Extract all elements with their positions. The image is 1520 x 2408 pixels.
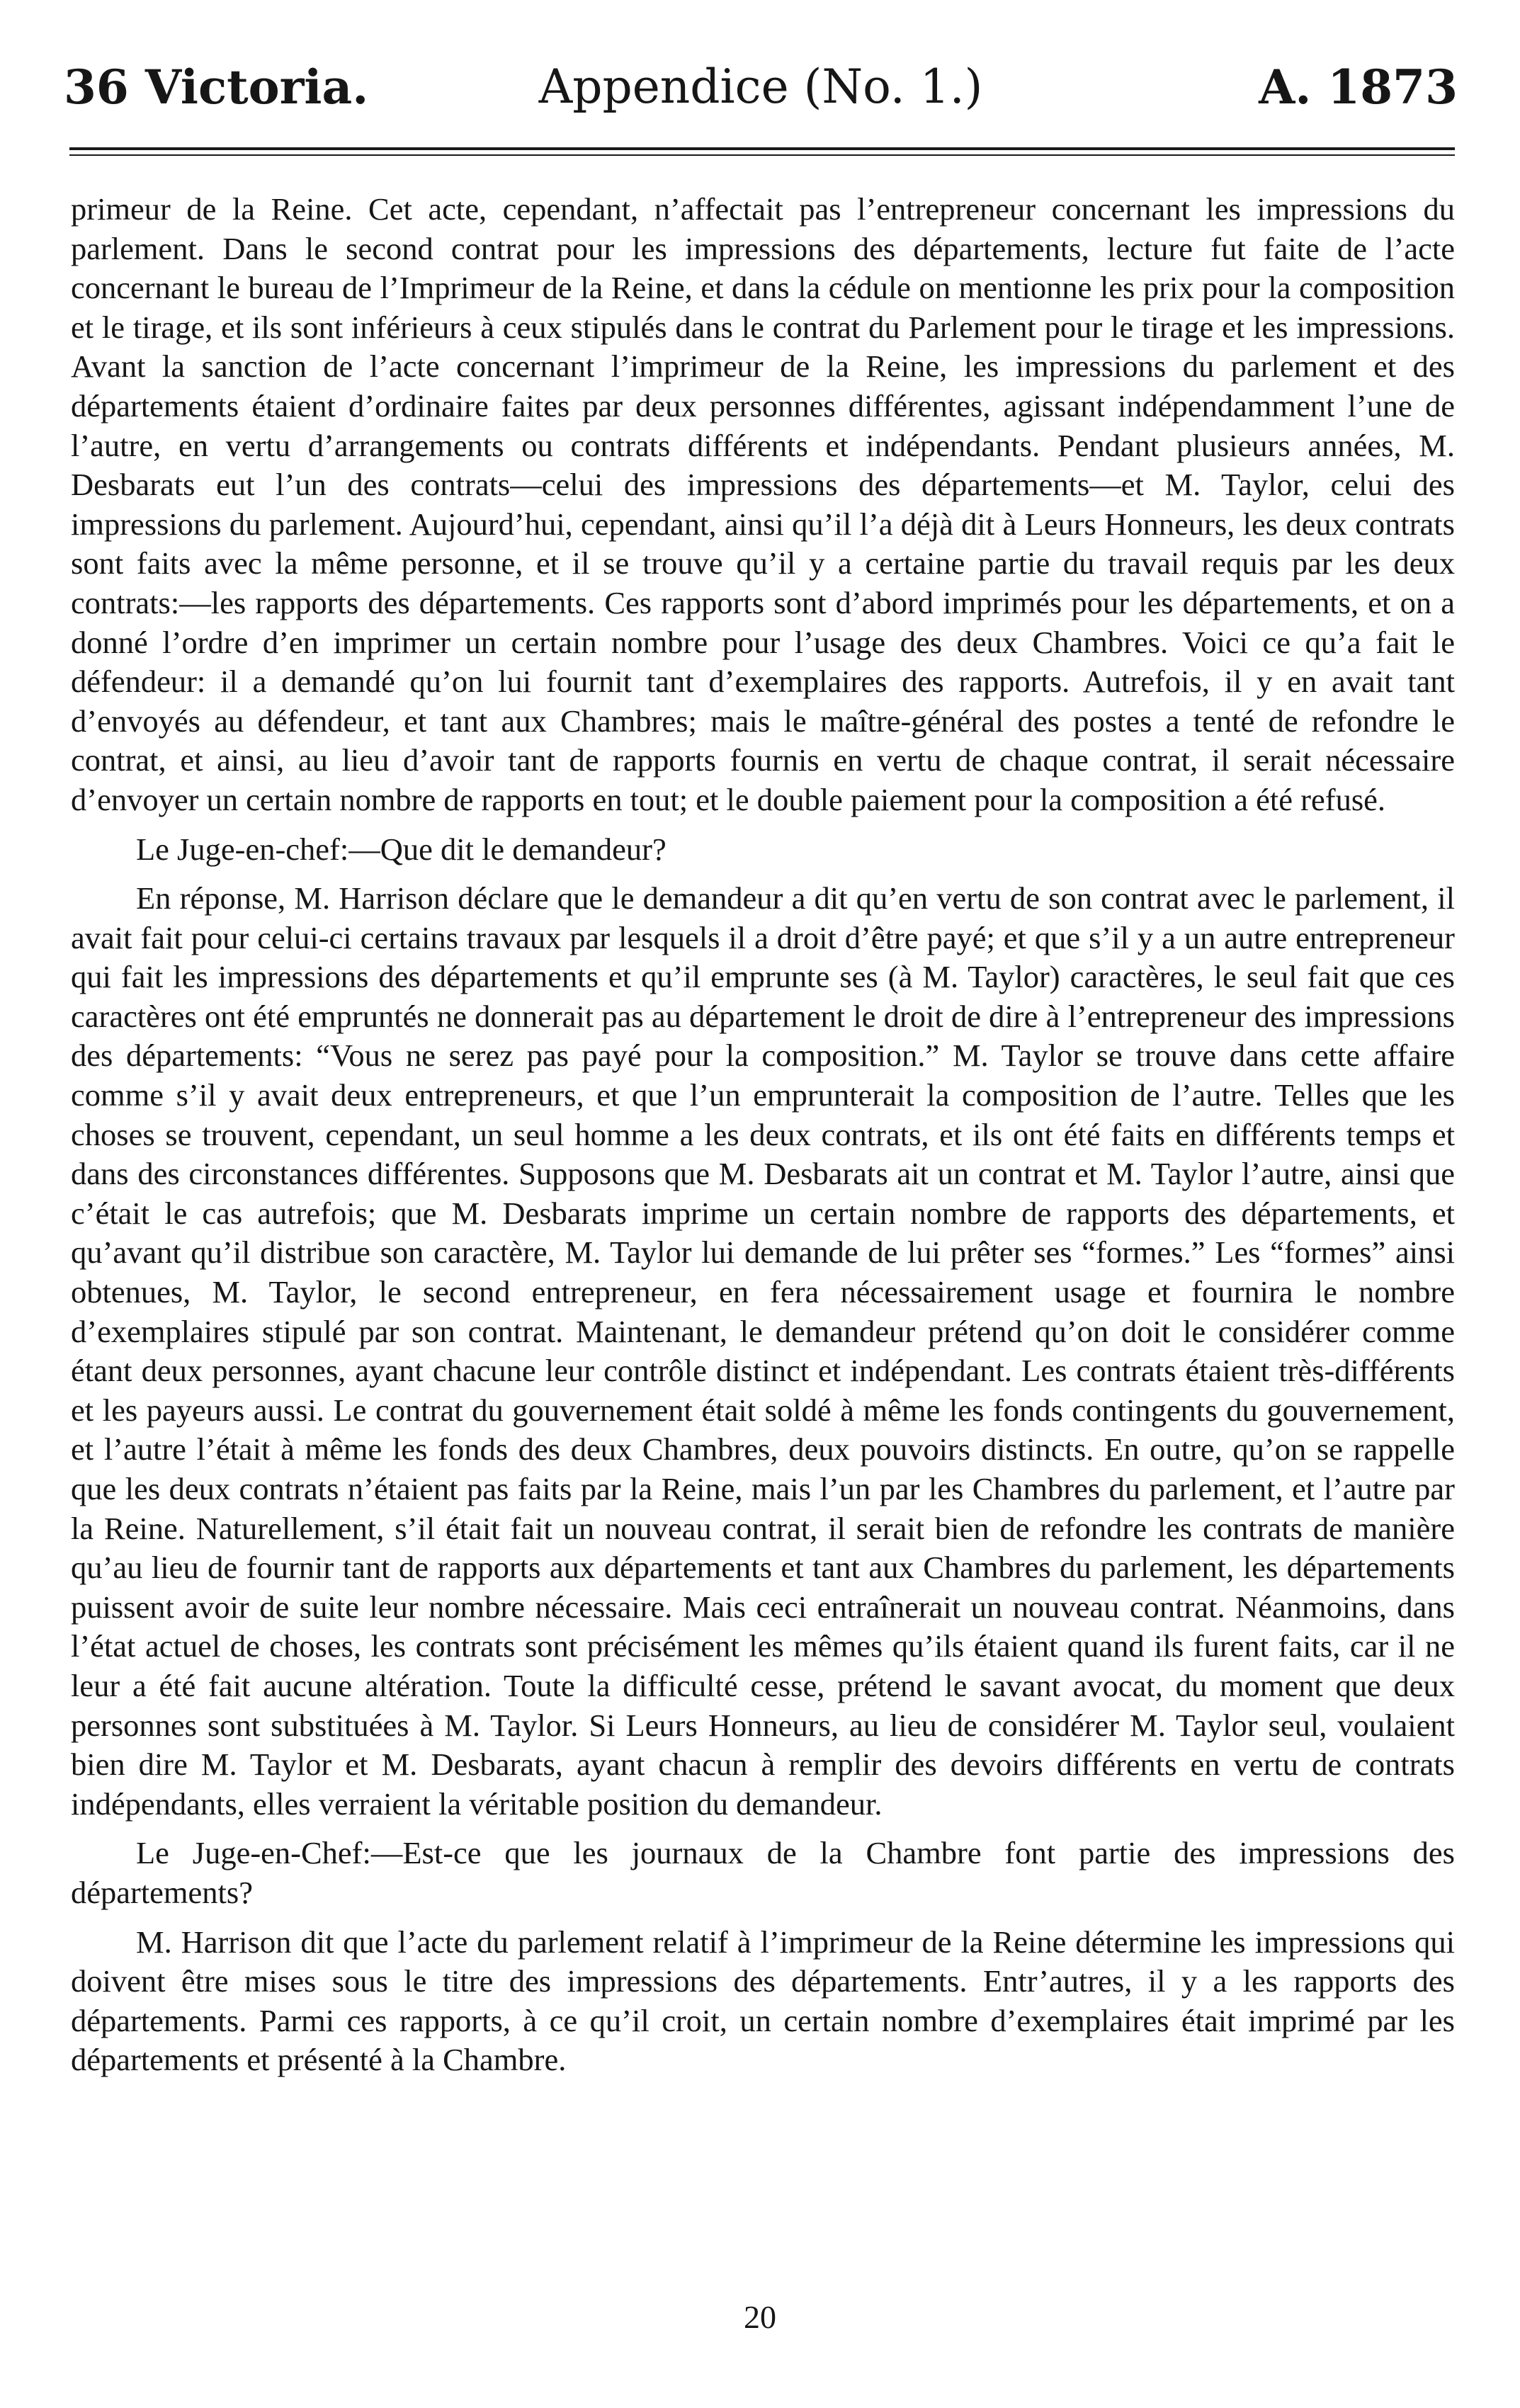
paragraph-chief-justice-question: Le Juge-en-chef:—Que dit le demandeur? — [136, 831, 667, 867]
paragraph-continued: primeur de la Reine. Cet acte, cependant, n’affectait pas l’entrepreneur concernant les impressions du parlement. Dans le second contrat pour les impressions des départements, lecture fut faite de l’acte concernant le bureau de l’Imprimeur de la Reine, et dans la cédule on mentionne les prix pour la composition et le tirage, et ils sont inférieurs à ceux stipulés dans le contrat du Parlement pour le tirage et les impressions. Avant la sanction de l’acte concernant l’imprimeur de la Reine, les impressions du parlement et des départements étaient d’ordinaire faites par deux personnes différentes, agissant indépendamment l’une de l’autre, en vertu d’arrangements ou contrats différents et indépendants. Pendant plusieurs années, M. Desbarats eut l’un des contrats—celui des impressions des départements—et M. Taylor, celui des impressions du parlement. Aujourd’hui, cependant, ainsi qu’il l’a déjà dit à Leurs Honneurs, les deux contrats sont faits avec la même personne, et il se trouve qu’il y a certaine partie du travail requis par les deux contrats:—les rapports des départements. Ces rapports sont d’abord imprimés pour les départements, et on a donné l’ordre d’en imprimer un certain nombre pour l’usage des deux Chambres. Voici ce qu’a fait le défendeur: il a demandé qu’on lui fournit tant d’exemplaires des rapports. Autrefois, il y en avait tant d’envoyés au défendeur, et tant aux Chambres; mais le maître-général des postes a tenté de refondre le contrat, et ainsi, au lieu d’avoir tant de rapports fournis en vertu de chaque contrat, il serait nécessaire d’envoyer un certain nombre de rapports en tout; et le double paiement pour la composition a été refusé. — [71, 191, 1455, 817]
page-number: 20 — [744, 2299, 776, 2335]
header-session: 36 Victoria. — [64, 59, 369, 115]
header-rule-thin — [69, 154, 1455, 156]
paragraph-harrison-act: M. Harrison dit que l’acte du parlement relatif à l’imprimeur de la Reine détermine les impressions qui doivent être mises sous le titre des impressions des départements. Entr’autres, il y a les rapports des départements. Parmi ces rapports, à ce qu’il croit, un certain nombre d’exemplaires était imprimé par les départements et présenté à la Chambre. — [71, 1924, 1455, 2078]
paragraph-harrison-reply: En réponse, M. Harrison déclare que le demandeur a dit qu’en vertu de son contrat avec le parlement, il avait fait pour celui-ci certains travaux par lesquels il a droit d’être payé; et que s’il y a un autre entrepreneur qui fait les impressions des départements et qu’il emprunte ses (à M. Taylor) caractères, le seul fait que ces caractères ont été empruntés ne donnerait pas au département le droit de dire à l’entrepreneur des impressions des départements: “Vous ne serez pas payé pour la composition.” M. Taylor se trouve dans cette affaire comme s’il y avait deux entrepreneurs, et que l’un emprunterait la composition de l’autre. Telles que les choses se trouvent, cependant, un seul homme a les deux contrats, et ils ont été faits en différents temps et dans des circonstances différentes. Supposons que M. Desbarats ait un contrat et M. Taylor l’autre, ainsi que c’était le cas autrefois; que M. Desbarats imprime un certain nombre de rapports des départements, et qu’avant qu’il distribue son caractère, M. Taylor lui demande de lui prêter ses “formes.” Les “formes” ainsi obtenues, M. Taylor, le second entrepreneur, en fera nécessairement usage et fournira le nombre d’exemplaires stipulé par son contrat. Maintenant, le demandeur prétend qu’on doit le considérer comme étant deux personnes, ayant chacune leur contrôle distinct et indépendant. Les contrats étaient très-différents et les payeurs aussi. Le contrat du gouvernement était soldé à même les fonds contingents du gouvernement, et l’autre l’était à même les fonds des deux Chambres, deux pouvoirs distincts. En outre, qu’on se rappelle que les deux contrats n’étaient pas faits par la Reine, mais l’un par les Chambres du parlement, et l’autre par la Reine. Naturellement, s’il était fait un nouveau contrat, il serait bien de refondre les contrats de manière qu’au lieu de fournir tant de rapports aux départements et tant aux Chambres du parlement, les départements puissent avoir de suite leur nombre nécessaire. Mais ceci entraînerait un nouveau contrat. Néanmoins, dans l’état actuel de choses, les contrats sont précisément les mêmes qu’ils étaient quand ils furent faits, car il ne leur a été fait aucune altération. Toute la difficulté cesse, prétend le savant avocat, du moment que deux personnes sont substituées à M. Taylor. Si Leurs Honneurs, au lieu de considérer M. Taylor seul, voulaient bien dire M. Taylor et M. Desbarats, ayant chacun à remplir des devoirs différents en vertu de contrats indépendants, elles verraient la véritable position du demandeur. — [71, 880, 1455, 1822]
header-year: A. 1873 — [1259, 59, 1458, 115]
header-appendix-title: Appendice (No. 1.) — [538, 59, 983, 114]
running-header — [64, 55, 1458, 119]
header-rule-thick — [69, 147, 1455, 150]
body-text — [71, 190, 1455, 2259]
paragraph-chief-justice-journals: Le Juge-en-Chef:—Est-ce que les journaux de la Chambre font partie des impressions des départements? — [71, 1835, 1455, 1910]
